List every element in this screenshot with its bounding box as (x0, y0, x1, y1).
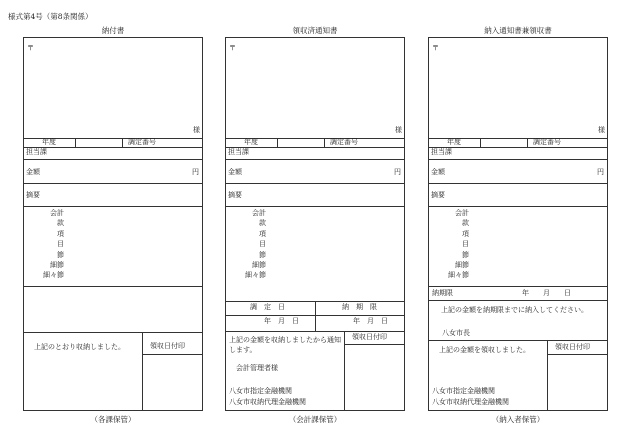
column-title: 納入通知書兼領収書 (484, 26, 552, 35)
manager-label: 会計管理者様 (236, 364, 278, 372)
yen-label: 円 (597, 168, 604, 176)
notice-text: 上記の金額を収納しましたから通知します。 (229, 336, 341, 354)
account-item: 項 (462, 229, 469, 238)
divider (277, 138, 278, 147)
divider (24, 206, 202, 207)
noukigen-date: 年 月 日 (522, 289, 571, 297)
account-items (4, 208, 64, 281)
divider (429, 206, 607, 207)
stamp-label: 領収日付印 (555, 343, 590, 351)
account-items (409, 208, 469, 281)
tantouka-label: 担当課 (431, 148, 452, 156)
footer-note: （納入者保管） (491, 415, 545, 424)
footer-note: （各課保管） (90, 415, 136, 424)
account-item: 目 (462, 240, 469, 249)
postal-mark: 〒 (27, 44, 34, 52)
column-receipt-notice (225, 25, 405, 424)
column-title: 納付書 (101, 26, 125, 35)
divider (226, 183, 404, 184)
account-item: 細節 (455, 261, 469, 270)
account-item: 細節 (50, 261, 64, 270)
divider (24, 147, 202, 148)
tekiyou-label: 摘要 (26, 191, 40, 199)
noukigen-label: 納期限 (432, 289, 453, 297)
chotei-date: 年 月 日 (264, 317, 299, 325)
form-number: 様式第4号（第8条関係） (8, 12, 93, 21)
request-text: 上記の金額を納期限までに納入してください。 (441, 306, 588, 314)
divider (226, 331, 404, 332)
divider (142, 332, 143, 410)
account-item: 款 (57, 219, 64, 228)
divider (429, 147, 607, 148)
yen-label: 円 (394, 168, 401, 176)
divider (429, 340, 607, 341)
divider (226, 147, 404, 148)
sama-label: 様 (193, 126, 200, 134)
divider (226, 206, 404, 207)
receipt-text: 上記の金額を領収しました。 (439, 346, 530, 354)
account-item: 款 (462, 219, 469, 228)
divider (344, 344, 404, 345)
account-item: 節 (259, 250, 266, 259)
divider (75, 138, 76, 147)
column-payment-slip (23, 25, 203, 424)
stamp-label: 領収日付印 (150, 342, 185, 350)
form-box (428, 37, 608, 411)
form-box (23, 37, 203, 411)
receipt-text: 上記のとおり収納しました。 (34, 343, 125, 351)
bank-agent: 八女市収納代理金融機関 (432, 398, 509, 406)
account-item: 節 (462, 250, 469, 259)
account-item: 会計 (50, 209, 64, 217)
divider (226, 159, 404, 160)
divider (142, 354, 202, 355)
tantouka-label: 担当課 (228, 148, 249, 156)
account-item: 款 (259, 219, 266, 228)
divider (527, 138, 528, 147)
account-item: 節 (57, 250, 64, 259)
nouki-gen-label: 納 期 限 (342, 303, 377, 311)
account-item: 細節 (252, 261, 266, 270)
divider (429, 300, 607, 301)
postal-mark: 〒 (229, 44, 236, 52)
divider (429, 183, 607, 184)
chotei-bango-label: 調定番号 (330, 138, 358, 146)
divider (429, 286, 607, 287)
account-item: 細々節 (43, 271, 64, 280)
tantouka-label: 担当課 (26, 148, 47, 156)
nendo-label: 年度 (447, 138, 461, 146)
divider (547, 340, 548, 410)
divider (324, 138, 325, 147)
divider (547, 354, 607, 355)
account-item: 目 (57, 240, 64, 249)
account-item: 項 (57, 229, 64, 238)
tekiyou-label: 摘要 (228, 191, 242, 199)
bank-designated: 八女市指定金融機関 (229, 387, 292, 395)
account-item: 会計 (252, 209, 266, 217)
yen-label: 円 (192, 168, 199, 176)
kingaku-label: 金額 (26, 168, 40, 176)
divider (315, 301, 316, 331)
divider (24, 183, 202, 184)
account-item: 目 (259, 240, 266, 249)
account-item: 会計 (455, 209, 469, 217)
account-item: 項 (259, 229, 266, 238)
divider (429, 159, 607, 160)
postal-mark: 〒 (432, 44, 439, 52)
chotei-bango-label: 調定番号 (128, 138, 156, 146)
footer-note: （会計課保管） (288, 415, 342, 424)
column-payment-notice-receipt (428, 25, 608, 424)
bank-designated: 八女市指定金融機関 (432, 387, 495, 395)
stamp-label: 領収日付印 (352, 333, 387, 341)
divider (480, 138, 481, 147)
kingaku-label: 金額 (431, 168, 445, 176)
divider (24, 332, 202, 333)
divider (226, 315, 404, 316)
divider (122, 138, 123, 147)
tekiyou-label: 摘要 (431, 191, 445, 199)
divider (24, 159, 202, 160)
chotei-bi-label: 調 定 日 (250, 303, 285, 311)
bank-agent: 八女市収納代理金融機関 (229, 398, 306, 406)
column-title: 領収済通知書 (292, 26, 338, 35)
nouki-date: 年 月 日 (353, 317, 388, 325)
form-box (225, 37, 405, 411)
account-item: 細々節 (245, 271, 266, 280)
account-item: 細々節 (448, 271, 469, 280)
nendo-label: 年度 (244, 138, 258, 146)
sama-label: 様 (598, 126, 605, 134)
chotei-bango-label: 調定番号 (533, 138, 561, 146)
divider (24, 286, 202, 287)
kingaku-label: 金額 (228, 168, 242, 176)
divider (344, 331, 345, 410)
sama-label: 様 (395, 126, 402, 134)
mayor-label: 八女市長 (442, 329, 470, 337)
account-items (206, 208, 266, 281)
nendo-label: 年度 (42, 138, 56, 146)
